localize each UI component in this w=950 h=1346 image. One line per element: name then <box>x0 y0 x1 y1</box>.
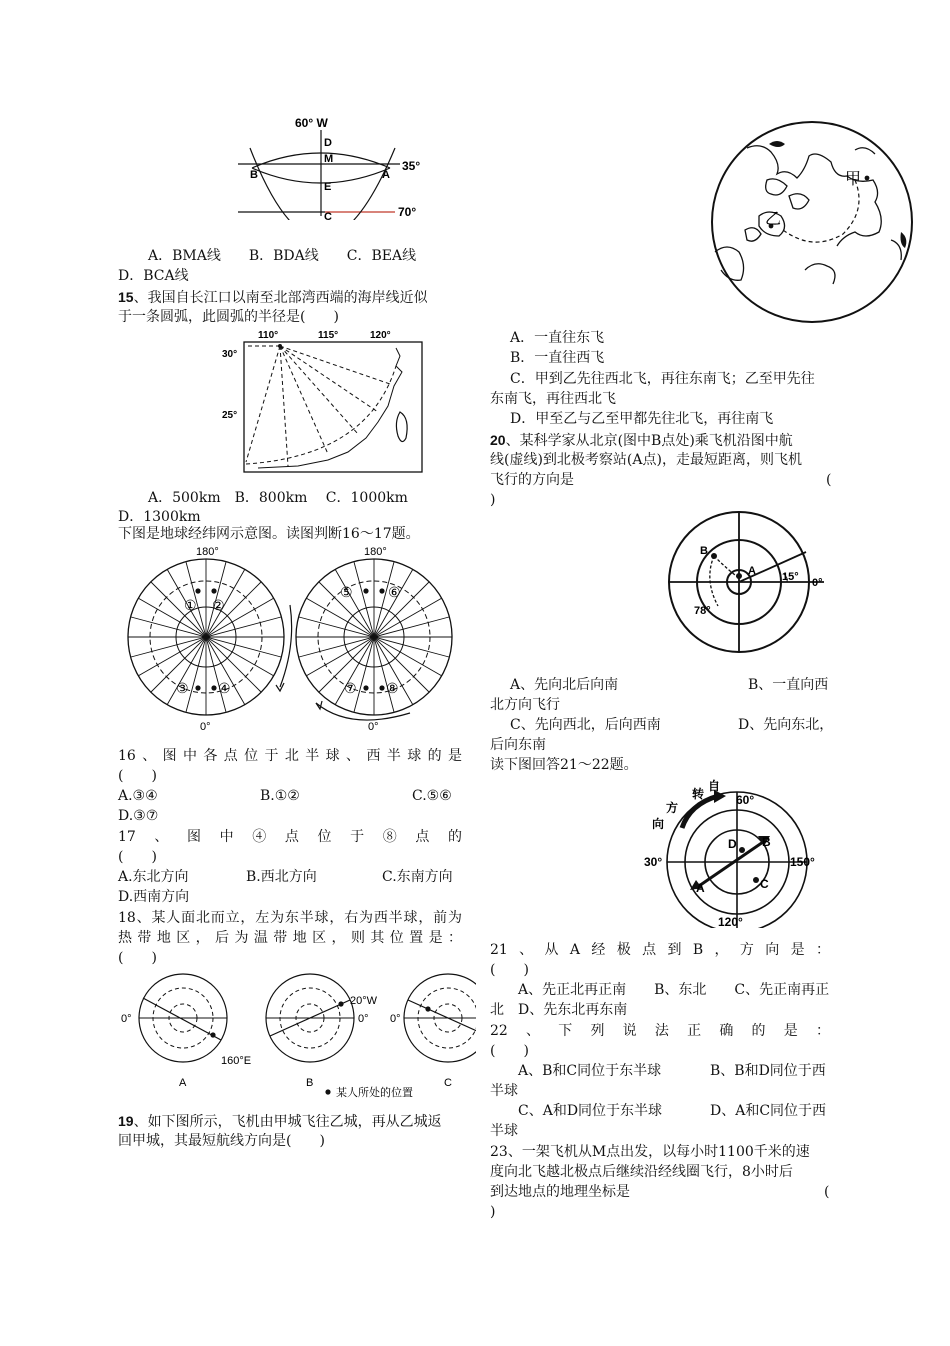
q17-option-b: B.西北方向 <box>246 869 317 885</box>
svg-text:110°: 110° <box>258 330 279 341</box>
q16-option-c: C.⑤⑥ <box>412 788 452 804</box>
q14-options: A．BMA线 B．BDA线 C．BEA线 <box>148 248 417 264</box>
q15-options: A．500km B．800km C．1000km <box>148 490 408 506</box>
q17-line2: ( ) <box>118 849 157 865</box>
svg-text:向: 向 <box>652 817 665 831</box>
svg-text:M: M <box>324 153 334 165</box>
q14-figure <box>230 108 440 220</box>
q17-line1: 17、图中④点位于⑧点的 <box>118 829 462 845</box>
q19-line2: 回甲城，其最短航线方向是( ) <box>118 1133 325 1149</box>
q21-line1: 21、从A经极点到B，方向是： <box>490 942 830 958</box>
q20-option-b2: 北方向飞行 <box>490 697 560 713</box>
svg-text:方: 方 <box>666 801 679 815</box>
svg-text:A: A <box>748 565 756 577</box>
q20-option-d1: D、先向东北， <box>738 717 834 733</box>
q15-line2: 于一条圆弧，此圆弧的半径是( ) <box>118 309 339 325</box>
svg-text:B: B <box>306 1077 314 1089</box>
svg-text:①: ① <box>184 597 197 613</box>
svg-text:C: C <box>444 1077 452 1089</box>
q18-figure <box>118 968 476 1100</box>
q17-option-a: A.东北方向 <box>118 869 189 885</box>
q16-option-d: D.③⑦ <box>118 808 159 824</box>
q17-option-d: D.西南方向 <box>118 889 190 905</box>
q19-option-d: D．甲至乙与乙至甲都先往北飞，再往南飞 <box>510 411 774 427</box>
q18-circle-b <box>266 974 378 1089</box>
q20-line1: 20、某科学家从北京(图中B点处)乘飞机沿图中航 <box>490 432 793 449</box>
svg-text:A: A <box>382 169 390 181</box>
q19-option-c1: C．甲到乙先往西北飞，再往东南飞；乙至甲先往 <box>510 371 815 387</box>
svg-text:C: C <box>760 877 769 891</box>
svg-text:⑦: ⑦ <box>344 680 357 696</box>
q16-line1: 16、图中各点位于北半球、西半球的是 <box>118 748 462 764</box>
q20-line4: ) <box>490 492 496 508</box>
q18-line3: ( ) <box>118 950 157 966</box>
svg-text:0°: 0° <box>812 577 823 589</box>
q21-options-1: A、先正北再正南 B、东北 C、先正南再正 <box>518 982 830 998</box>
q19-option-a: A．一直往东飞 <box>510 330 605 346</box>
svg-text:60°: 60° <box>736 793 755 807</box>
graticule-figure <box>120 545 470 735</box>
q21-figure <box>640 776 830 928</box>
svg-text:20°W: 20°W <box>350 995 378 1007</box>
q23-line4: ) <box>490 1204 496 1220</box>
svg-text:B: B <box>762 835 771 849</box>
svg-text:D: D <box>324 137 332 149</box>
q18-circle-c <box>390 974 476 1089</box>
svg-text:C: C <box>324 211 332 220</box>
q19-option-b: B．一直往西飞 <box>510 350 605 366</box>
svg-text:转: 转 <box>692 787 705 801</box>
q19-map <box>705 120 920 325</box>
q14-lon-label: 60° W <box>295 116 328 130</box>
q22-line1: 22、下列说法正确的是： <box>490 1023 830 1039</box>
q20-line3: 飞行的方向是 <box>490 472 574 488</box>
q22-option-b1: B、B和D同位于西 <box>710 1063 826 1079</box>
svg-text:78°: 78° <box>694 605 711 617</box>
svg-text:A: A <box>696 881 705 895</box>
svg-text:0°: 0° <box>368 721 379 733</box>
svg-text:B: B <box>250 169 258 181</box>
q18-line2: 热带地区，后为温带地区，则其位置是： <box>118 930 462 946</box>
q20-figure <box>656 510 831 654</box>
q19-line1: 19、如下图所示，飞机由甲城飞往乙城，再从乙城返 <box>118 1113 442 1130</box>
svg-text:⑥: ⑥ <box>388 584 401 600</box>
q23-line2: 度向北飞越北极点后继续沿经线圈飞行，8小时后 <box>490 1164 793 1180</box>
q22-option-c: C、A和D同位于东半球 <box>518 1103 663 1119</box>
svg-text:E: E <box>324 181 332 193</box>
q22-option-d1: D、A和C同位于西 <box>710 1103 827 1119</box>
q17-option-c: C.东南方向 <box>382 869 453 885</box>
q18-line1: 18、某人面北而立，左为东半球，右为西半球，前为 <box>118 910 462 926</box>
jia-label: 甲 <box>845 171 862 188</box>
q15-line1: 15、我国自长江口以南至北部湾西端的海岸线近似 <box>118 289 428 306</box>
q14-lat70-label: 70° <box>398 205 417 219</box>
q21-options-2: 北 D、先东北再东南 <box>490 1002 628 1018</box>
q20-option-b1: B、一直向西 <box>748 677 829 693</box>
svg-text:⑧: ⑧ <box>386 680 399 696</box>
q20-line2: 线(虚线)到北极考察站(A点)，走最短距离，则飞机 <box>490 452 802 468</box>
q18-circle-a <box>121 974 251 1089</box>
svg-text:120°: 120° <box>370 330 391 341</box>
q22-option-a: A、B和C同位于东半球 <box>518 1063 662 1079</box>
svg-text:30°: 30° <box>222 349 238 360</box>
q19-option-c2: 东南飞，再往西北飞 <box>490 391 616 407</box>
svg-text:25°: 25° <box>222 410 238 421</box>
svg-text:②: ② <box>212 597 225 613</box>
svg-text:B: B <box>700 545 708 557</box>
q15-option-d: D．1300km <box>118 509 201 525</box>
q16-line2: ( ) <box>118 768 157 784</box>
svg-text:120°: 120° <box>718 915 743 928</box>
q20-option-d2: 后向东南 <box>490 737 546 753</box>
svg-text:30°: 30° <box>644 855 663 869</box>
svg-text:150°: 150° <box>790 855 815 869</box>
svg-text:180°: 180° <box>196 546 219 558</box>
svg-text:0°: 0° <box>358 1013 369 1025</box>
q20-line3-bracket: ( <box>826 472 832 488</box>
svg-text:160°E: 160°E <box>221 1055 252 1067</box>
q20-option-a: A、先向北后向南 <box>510 677 619 693</box>
yi-label: 乙 <box>765 211 782 228</box>
q23-line3-bracket: ( <box>824 1184 830 1200</box>
q14-lat35-label: 35° <box>402 159 421 173</box>
graticule-left <box>128 546 284 733</box>
q20-option-c: C、先向西北，后向西南 <box>510 717 661 733</box>
svg-text:0°: 0° <box>121 1013 132 1025</box>
intro-16-17: 下图是地球经纬网示意图。读图判断16～17题。 <box>118 526 420 542</box>
svg-text:A: A <box>179 1077 187 1089</box>
q15-map <box>218 326 428 476</box>
svg-text:D: D <box>728 837 737 851</box>
q22-option-d2: 半球 <box>490 1123 518 1139</box>
q18-legend: 某人所处的位置 <box>336 1087 413 1099</box>
svg-text:0°: 0° <box>200 721 211 733</box>
q22-option-b2: 半球 <box>490 1083 518 1099</box>
svg-text:180°: 180° <box>364 546 387 558</box>
q14-option-d: D．BCA线 <box>118 268 189 284</box>
q16-option-a: A.③④ <box>118 788 158 804</box>
q22-line2: ( ) <box>490 1043 529 1059</box>
intro-21-22: 读下图回答21～22题。 <box>490 757 638 773</box>
svg-text:0°: 0° <box>390 1013 401 1025</box>
svg-text:115°: 115° <box>318 330 339 341</box>
q23-line1: 23、一架飞机从M点出发，以每小时1100千米的速 <box>490 1144 810 1160</box>
svg-text:自: 自 <box>708 779 721 793</box>
q23-line3: 到达地点的地理坐标是 <box>490 1184 630 1200</box>
svg-text:⑤: ⑤ <box>340 584 353 600</box>
svg-text:15°: 15° <box>782 571 799 583</box>
svg-text:④: ④ <box>218 680 231 696</box>
q16-option-b: B.①② <box>260 788 300 804</box>
q21-line2: ( ) <box>490 962 529 978</box>
svg-text:③: ③ <box>176 680 189 696</box>
